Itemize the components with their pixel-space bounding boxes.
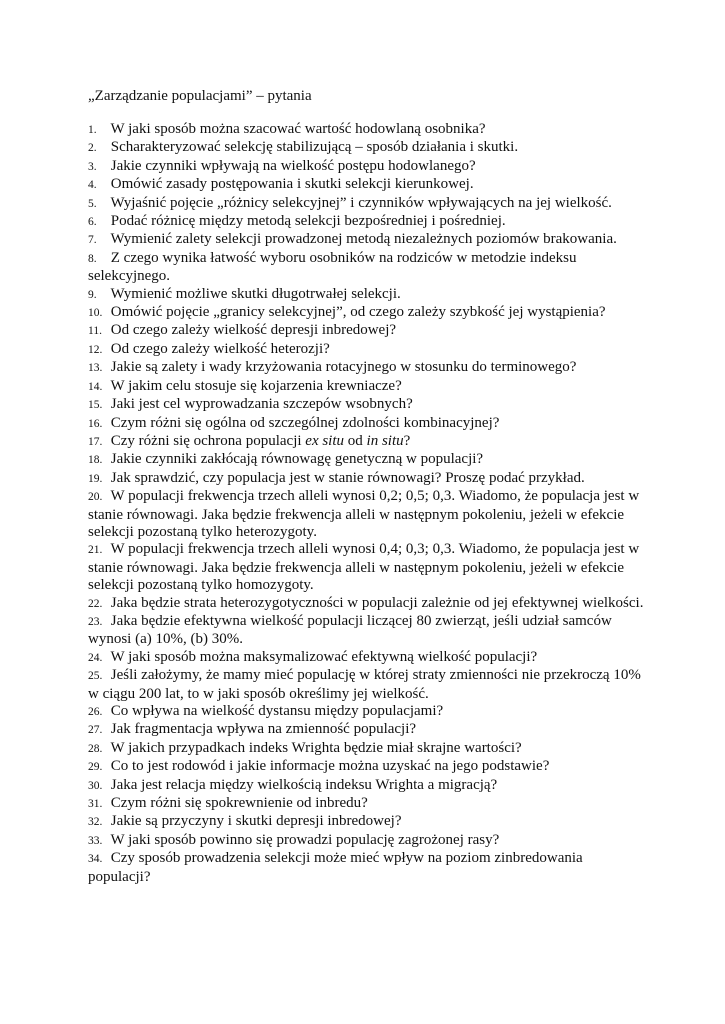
question-number: 24. [88,651,103,664]
question-item [88,777,648,795]
question-text: Jaka będzie strata heterozygotyczności w populacji zależnie od jej efektywnej wielkości. [110,594,644,611]
question-number: 30. [88,779,103,792]
question-item [88,595,648,613]
question-item [88,795,648,813]
question-number: 16. [88,417,103,430]
question-number: 11. [88,325,102,338]
question-number: 19. [88,472,103,485]
question-text: Jakie czynniki wpływają na wielkość postępu hodowlanego? [110,157,476,174]
question-number: 28. [88,742,103,755]
question-text: Wyjaśnić pojęcie „różnicy selekcyjnej” i czynników wpływających na jej wielkość. [110,194,612,211]
document-title: „Zarządzanie populacjami” – pytania [88,88,312,104]
question-number: 12. [88,343,103,356]
question-text: Wymienić możliwe skutki długotrwałej selekcji. [110,285,401,302]
question-item [88,378,648,396]
question-text: Jakie są przyczyny i skutki depresji inbredowej? [110,813,402,830]
question-text: Od czego zależy wielkość depresji inbredowej? [110,322,397,339]
question-number: 14. [88,380,103,393]
question-text: Z czego wynika łatwość wyboru osobników na rodziców w metodzie indeksu selekcyjnego. [88,249,577,285]
question-item [88,359,648,377]
question-text: Wymienić zalety selekcji prowadzonej metodą niezależnych poziomów brakowania. [110,231,617,248]
question-text: W populacji frekwencja trzech alleli wynosi 0,4; 0,3; 0,3. Wiadomo, że populacja jest w stanie równowagi. Jaka będzie frekwencja alleli w następnym pokoleniu, jeżeli w efekcie selekcji pozostaną tylko homozygoty. [88,541,640,594]
question-number: 7. [88,234,97,247]
question-item [88,433,648,451]
question-number: 34. [88,853,103,866]
question-item [88,721,648,739]
question-item [88,195,648,213]
question-item [88,813,648,831]
question-number: 29. [88,761,103,774]
question-number: 27. [88,724,103,737]
question-text: Co wpływa na wielkość dystansu między populacjami? [110,703,444,719]
question-text: W jakich przypadkach indeks Wrighta będzie miał skrajne wartości? [110,739,522,756]
question-item [88,703,648,721]
question-text: Jak fragmentacja wpływa na zmienność populacji? [110,721,417,738]
question-number: 21. [88,544,103,557]
question-text: Od czego zależy wielkość heterozji? [110,340,330,357]
question-item [88,850,648,886]
question-number: 32. [88,816,103,829]
question-text: W jaki sposób można maksymalizować efektywną wielkość populacji? [110,648,538,665]
question-number: 17. [88,435,103,448]
question-number: 9. [88,288,97,301]
question-text: Jakie czynniki zakłócają równowagę genetyczną w populacji? [110,451,484,468]
question-item [88,470,648,488]
question-text: Podać różnicę między metodą selekcji bezpośredniej i pośredniej. [110,213,506,230]
question-item [88,451,648,469]
question-text: Omówić pojęcie „granicy selekcyjnej”, od czego zależy szybkość jej wystąpienia? [110,304,606,321]
question-item [88,396,648,414]
question-number: 22. [88,597,103,610]
question-number: 18. [88,454,103,467]
question-number: 3. [88,160,97,173]
question-text: Jakie są zalety i wady krzyżowania rotacyjnego w stosunku do terminowego? [110,359,577,376]
question-item [88,304,648,322]
question-number: 23. [88,615,103,628]
question-item [88,341,648,359]
question-item [88,176,648,194]
question-number: 31. [88,798,103,811]
question-number: 26. [88,706,103,718]
question-text: Czym różni się spokrewnienie od inbredu? [110,795,368,812]
question-text: W populacji frekwencja trzech alleli wynosi 0,2; 0,5; 0,3. Wiadomo, że populacja jest w stanie równowagi. Jaka będzie frekwencja alleli w następnym pokoleniu, jeżeli w efekcie selekcji pozostaną tylko heterozygoty. [88,488,640,540]
question-text: Jaka jest relacja między wielkością indeksu Wrighta a migracją? [110,776,498,793]
question-item [88,322,648,340]
question-text: Omówić zasady postępowania i skutki selekcji kierunkowej. [110,176,474,193]
question-text: Jaki jest cel wyprowadzania szczepów wsobnych? [110,396,413,413]
question-list [88,121,648,886]
question-item [88,758,648,776]
question-text: Jak sprawdzić, czy populacja jest w stanie równowagi? Proszę podać przykład. [110,469,585,486]
question-text-part: ? [403,432,411,449]
question-number: 20. [88,491,103,504]
question-number: 10. [88,307,103,320]
question-item [88,667,648,703]
question-item [88,158,648,176]
question-number: 1. [88,124,97,136]
question-item [88,488,648,541]
question-item [88,121,648,139]
question-number: 33. [88,834,103,847]
question-number: 13. [88,362,103,375]
question-number: 25. [88,670,103,683]
question-text: Czym różni się ogólna od szczególnej zdolności kombinacyjnej? [110,414,500,431]
question-text: Jaka będzie efektywna wielkość populacji liczącej 80 zwierząt, jeśli udział samców wynosi (a) 10%, (b) 30%. [88,612,612,648]
question-item [88,649,648,667]
question-item [88,250,648,286]
question-text [111,433,411,449]
question-number: 2. [88,142,97,155]
question-number: 5. [88,197,97,210]
question-item [88,231,648,249]
question-item [88,613,648,649]
latin-term: in situ [366,432,404,449]
question-number: 6. [88,216,97,229]
question-number: 8. [88,252,97,265]
question-item [88,832,648,850]
question-item [88,740,648,758]
question-item [88,415,648,433]
question-text: W jakim celu stosuje się kojarzenia krewniacze? [110,377,402,394]
question-text-part: od [344,432,367,449]
question-item [88,139,648,157]
question-text: Co to jest rodowód i jakie informacje można uzyskać na jego podstawie? [110,758,550,775]
question-item [88,541,648,594]
question-text: W jaki sposób powinno się prowadzi populację zagrożonej rasy? [110,831,500,848]
question-text-part: Czy różni się ochrona populacji [110,432,306,449]
question-text: Czy sposób prowadzenia selekcji może mieć wpływ na poziom zinbredowania populacji? [88,850,583,885]
question-item [88,213,648,231]
question-number: 4. [88,179,97,192]
question-item [88,286,648,304]
question-text: Jeśli założymy, że mamy mieć populację w której straty zmienności nie przekroczą 10% w ciągu 200 lat, to w jaki sposób określimy jej wielkość. [88,667,641,702]
question-text: W jaki sposób można szacować wartość hodowlaną osobnika? [110,121,486,137]
question-number: 15. [88,399,103,412]
question-text: Scharakteryzować selekcję stabilizującą – sposób działania i skutki. [110,139,519,156]
latin-term: ex situ [305,432,345,449]
